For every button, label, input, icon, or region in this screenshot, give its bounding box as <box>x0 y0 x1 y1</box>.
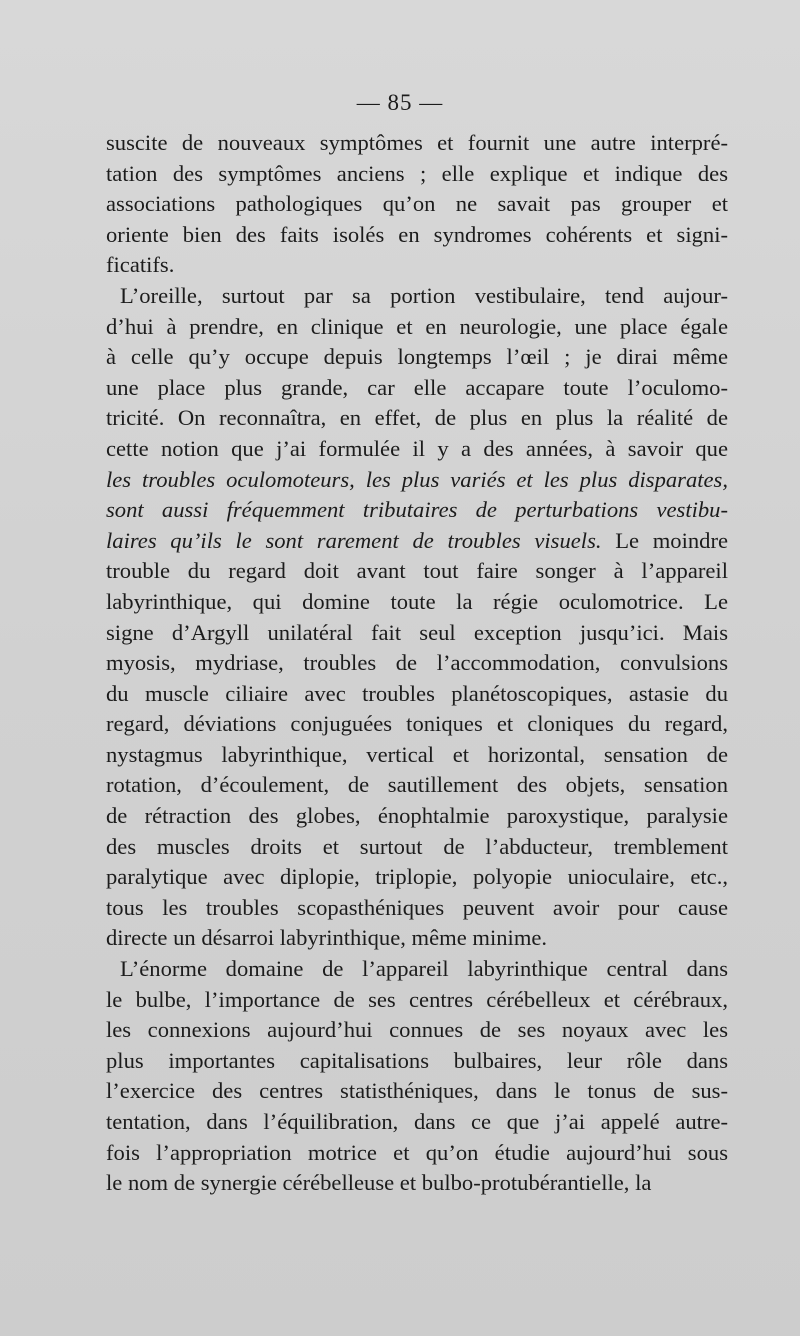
text-segment: trouble du regard doit avant tout faire songer à l’appareil <box>106 558 728 584</box>
text-line <box>106 1168 728 1199</box>
text-line <box>106 465 728 496</box>
text-segment: tous les troubles scopasthéniques peuvent avoir pour cause <box>106 894 728 920</box>
text-line <box>106 1107 728 1138</box>
text-segment: L’oreille, surtout par sa portion vestibulaire, tend aujour- <box>120 282 728 308</box>
text-segment: ficatifs. <box>106 252 175 278</box>
text-line <box>106 770 728 801</box>
text-line <box>106 893 728 924</box>
text-segment: labyrinthique, qui domine toute la régie oculomotrice. Le <box>106 588 728 614</box>
text-line <box>106 832 728 863</box>
text-segment: à celle qu’y occupe depuis longtemps l’œil ; je dirai même <box>106 344 728 370</box>
text-segment: fois l’appropriation motrice et qu’on étudie aujourd’hui sous <box>106 1139 728 1165</box>
text-segment: plus importantes capitalisations bulbaires, leur rôle dans <box>106 1047 728 1073</box>
italic-text: sont aussi fréquemment tributaires de perturbations vestibu- <box>106 497 728 523</box>
italic-text: les troubles oculomoteurs, les plus variés et les plus disparates, <box>106 466 728 492</box>
paragraph <box>106 281 728 954</box>
text-segment: nystagmus labyrinthique, vertical et horizontal, sensation de <box>106 741 728 767</box>
paragraph <box>106 128 728 281</box>
text-line <box>106 923 728 954</box>
text-line <box>106 250 728 281</box>
text-line <box>106 281 728 312</box>
text-segment: l’exercice des centres statisthéniques, dans le tonus de sus- <box>106 1078 728 1104</box>
text-line <box>106 403 728 434</box>
text-line <box>106 1076 728 1107</box>
text-line <box>106 679 728 710</box>
text-line <box>106 709 728 740</box>
text-line <box>106 954 728 985</box>
text-line <box>106 220 728 251</box>
text-line <box>106 342 728 373</box>
text-line <box>106 526 728 557</box>
text-segment: le bulbe, l’importance de ses centres cérébelleux et cérébraux, <box>106 986 728 1012</box>
italic-text: laires qu’ils le sont rarement de troubles visuels. <box>106 527 602 553</box>
text-line <box>106 373 728 404</box>
text-line <box>106 801 728 832</box>
text-segment: associations pathologiques qu’on ne savait pas grouper et <box>106 191 728 217</box>
text-line <box>106 740 728 771</box>
text-segment: rotation, d’écoulement, de sautillement des objets, sensation <box>106 772 728 798</box>
paragraph <box>106 954 728 1199</box>
text-segment: une place plus grande, car elle accapare toute l’oculomo- <box>106 374 728 400</box>
body-text <box>106 128 728 1199</box>
text-line <box>106 1138 728 1169</box>
text-segment: cette notion que j’ai formulée il y a des années, à savoir que <box>106 435 728 461</box>
text-line <box>106 495 728 526</box>
text-segment: myosis, mydriase, troubles de l’accommodation, convulsions <box>106 650 728 676</box>
text-segment: oriente bien des faits isolés en syndromes cohérents et signi- <box>106 221 728 247</box>
text-line <box>106 985 728 1016</box>
text-segment: de rétraction des globes, énophtalmie paroxystique, paralysie <box>106 803 728 829</box>
text-segment: des muscles droits et surtout de l’abducteur, tremblement <box>106 833 728 859</box>
text-segment: regard, déviations conjuguées toniques et cloniques du regard, <box>106 711 728 737</box>
text-line <box>106 128 728 159</box>
text-segment: Le moindre <box>601 527 729 553</box>
page-number: — 85 — <box>356 90 444 115</box>
text-line <box>106 648 728 679</box>
text-line <box>106 434 728 465</box>
text-segment: le nom de synergie cérébelleuse et bulbo-protubérantielle, la <box>106 1170 652 1196</box>
text-segment: d’hui à prendre, en clinique et en neurologie, une place égale <box>106 313 728 339</box>
text-segment: tentation, dans l’équilibration, dans ce que j’ai appelé autre- <box>106 1109 728 1134</box>
text-segment: les connexions aujourd’hui connues de ses noyaux avec les <box>106 1017 728 1043</box>
text-segment: suscite de nouveaux symptômes et fournit une autre interpré- <box>106 130 728 155</box>
text-line <box>106 1015 728 1046</box>
text-line <box>106 587 728 618</box>
text-line <box>106 159 728 190</box>
text-segment: directe un désarroi labyrinthique, même minime. <box>106 925 548 951</box>
text-line <box>106 189 728 220</box>
text-segment: tricité. On reconnaîtra, en effet, de plus en plus la réalité de <box>106 405 728 431</box>
text-segment: paralytique avec diplopie, triplopie, polyopie unioculaire, etc., <box>106 864 728 890</box>
text-line <box>106 312 728 343</box>
text-segment: signe d’Argyll unilatéral fait seul exception jusqu’ici. Mais <box>106 619 728 645</box>
text-line <box>106 1046 728 1077</box>
text-line <box>106 556 728 587</box>
text-line <box>106 862 728 893</box>
text-line <box>106 618 728 649</box>
text-segment: tation des symptômes anciens ; elle explique et indique des <box>106 160 728 186</box>
text-segment: du muscle ciliaire avec troubles planétoscopiques, astasie du <box>106 680 728 706</box>
text-segment: L’énorme domaine de l’appareil labyrinthique central dans <box>120 956 728 982</box>
